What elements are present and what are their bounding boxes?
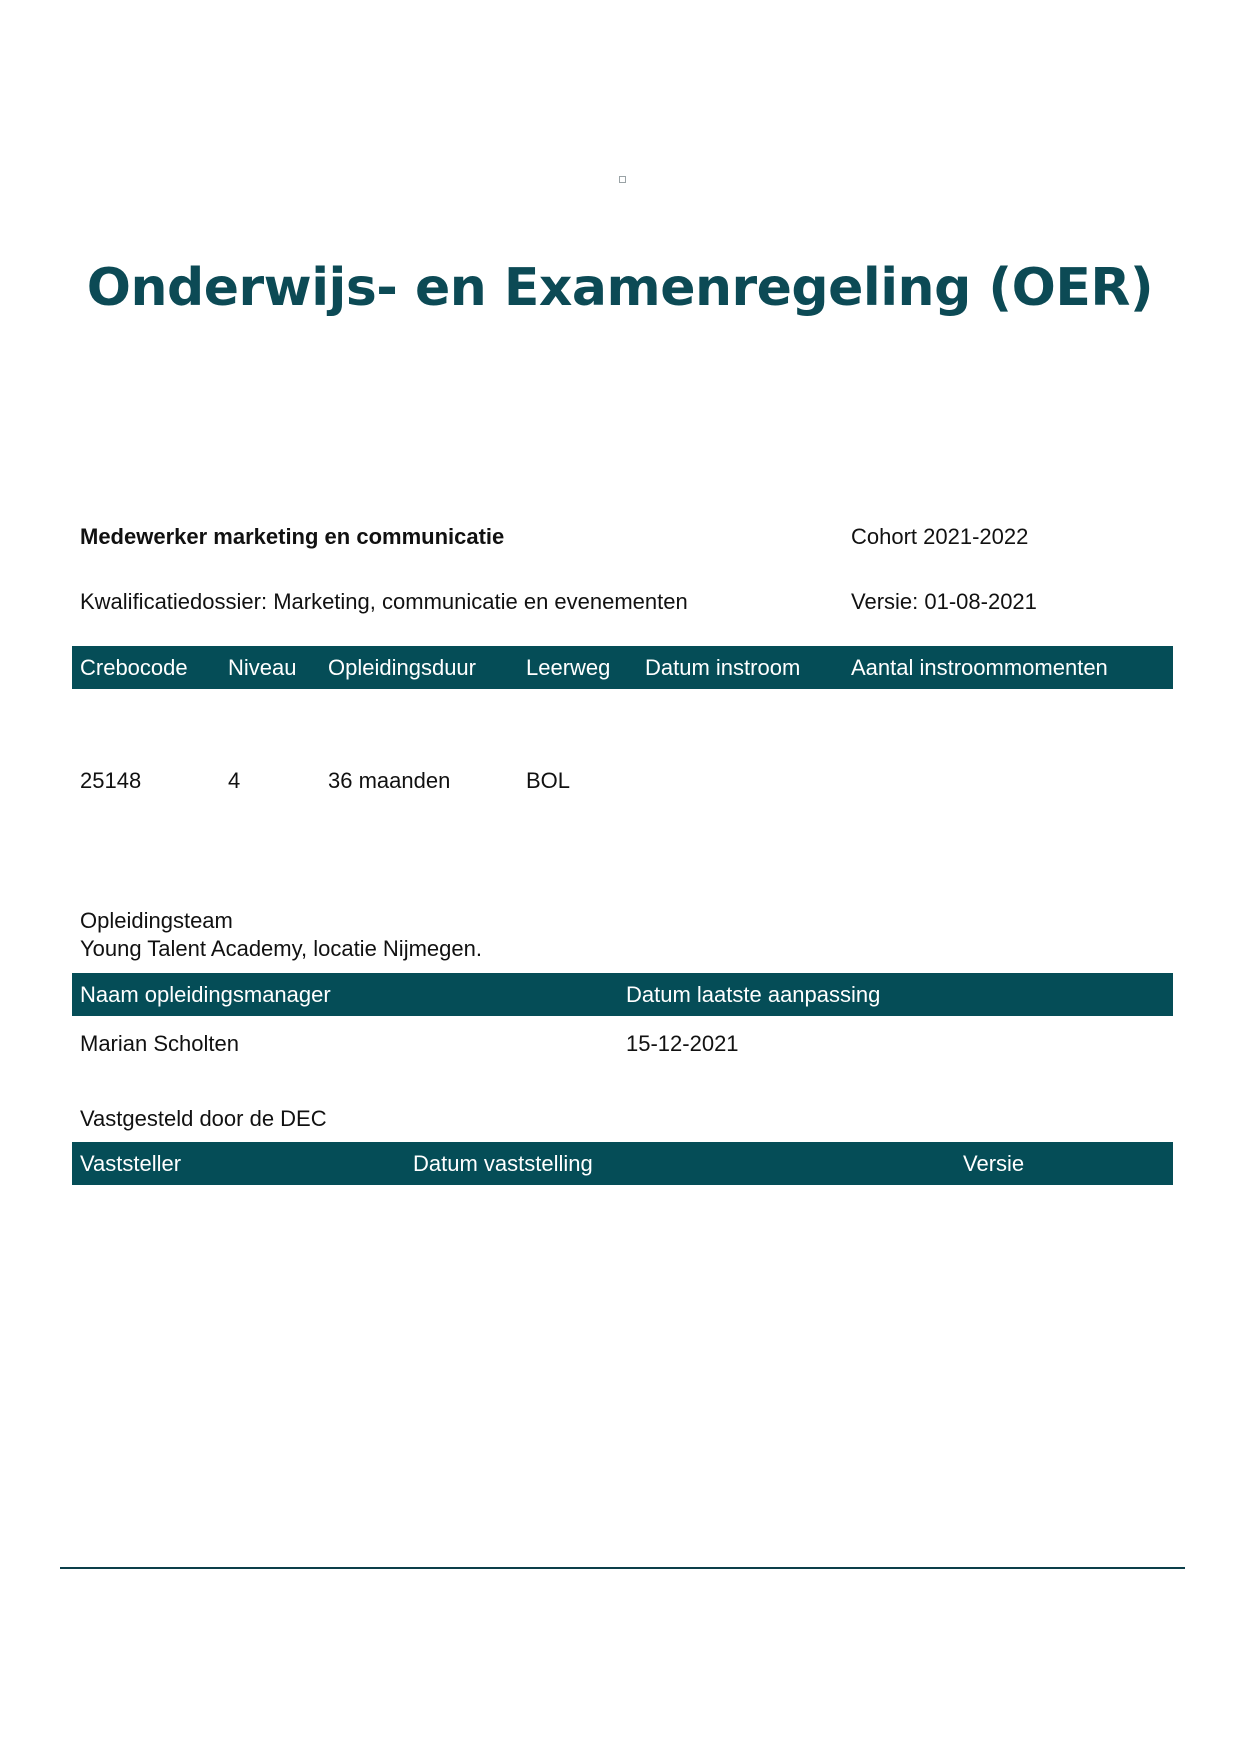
approval-label: Vastgesteld door de DEC [80,1106,327,1131]
header-leerweg: Leerweg [526,655,611,680]
qualification-dossier: Kwalificatiedossier: Marketing, communicatie en evenementen [80,589,688,614]
header-crebocode: Crebocode [80,655,188,680]
header-datum-vaststelling: Datum vaststelling [413,1151,593,1176]
header-aantal-instroommomenten: Aantal instroommomenten [851,655,1108,680]
cell-crebocode: 25148 [80,768,142,793]
manager-table-header [72,973,1173,1016]
cell-leerweg: BOL [526,768,571,793]
team-location: Young Talent Academy, locatie Nijmegen. [80,936,482,961]
cell-niveau: 4 [228,768,241,793]
header-datum-laatste-aanpassing: Datum laatste aanpassing [626,982,881,1007]
header-versie: Versie [963,1151,1025,1176]
version-label: Versie: 01-08-2021 [851,589,1037,614]
program-table-header [72,646,1173,689]
header-niveau: Niveau [228,655,297,680]
cohort-label: Cohort 2021-2022 [851,524,1029,549]
page-title: Onderwijs- en Examenregeling (OER) [86,258,1154,318]
header-opleidingsduur: Opleidingsduur [328,655,476,680]
cell-last-modified-date: 15-12-2021 [626,1031,739,1056]
program-name: Medewerker marketing en communicatie [80,524,505,549]
header-naam-opleidingsmanager: Naam opleidingsmanager [80,982,331,1007]
header-datum-instroom: Datum instroom [645,655,801,680]
footer-divider [60,1567,1185,1569]
header-vaststeller: Vaststeller [80,1151,182,1176]
placeholder-image-icon [619,176,626,183]
cell-opleidingsduur: 36 maanden [328,768,451,793]
cell-manager-name: Marian Scholten [80,1031,239,1056]
team-label: Opleidingsteam [80,908,233,933]
approval-table-header [72,1142,1173,1185]
